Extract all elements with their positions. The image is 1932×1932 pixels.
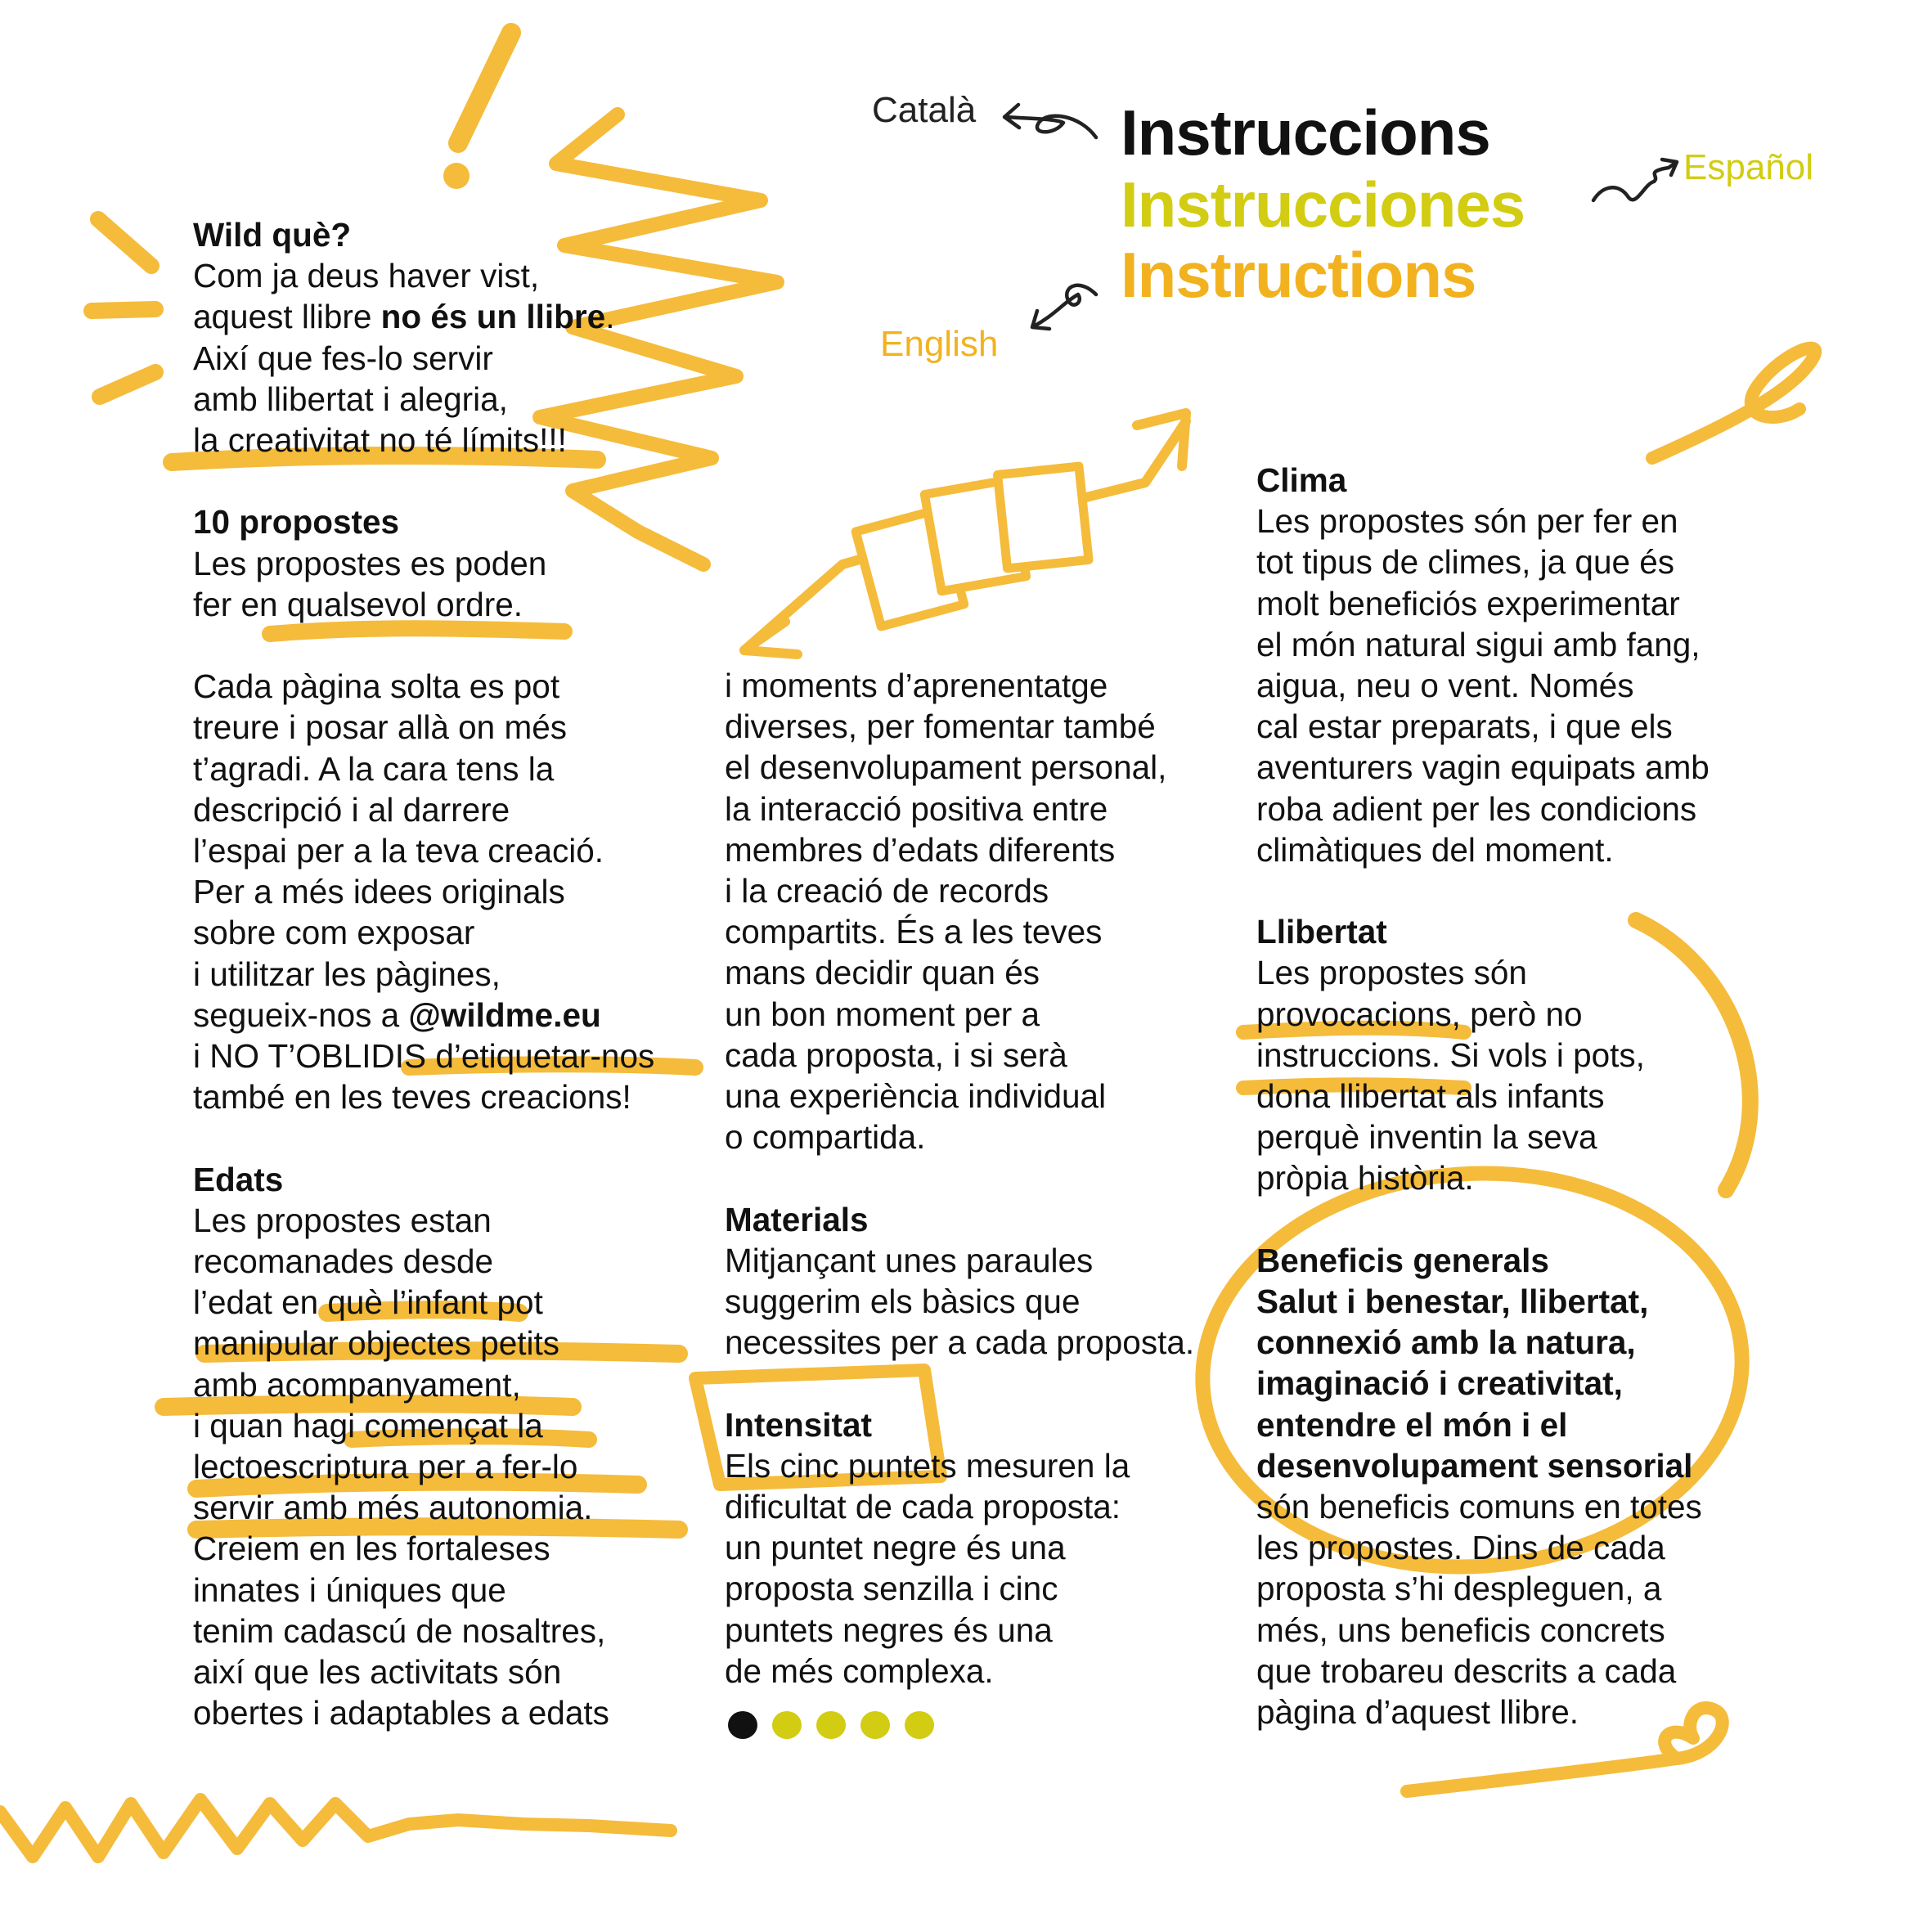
arrow-head-up bbox=[1137, 413, 1186, 466]
body-line: pàgina d’aquest llibre. bbox=[1256, 1693, 1579, 1732]
burst-line-3 bbox=[100, 372, 155, 397]
bold-line: connexió amb la natura, bbox=[1256, 1323, 1636, 1362]
intensity-dots bbox=[728, 1711, 934, 1739]
body-line: i utilitzar les pàgines, bbox=[193, 955, 501, 993]
body-line: servir amb més autonomia. bbox=[193, 1489, 593, 1527]
body-line: també en les teves creacions! bbox=[193, 1078, 631, 1117]
loop-doodle bbox=[1652, 348, 1815, 458]
section-materials bbox=[725, 1199, 1194, 1364]
body-line: segueix-nos a bbox=[193, 995, 409, 1034]
body-line: Creiem en les fortaleses bbox=[193, 1530, 550, 1568]
body-line: Com ja deus haver vist, bbox=[193, 257, 540, 295]
body-line: i moments d’aprenentatge bbox=[725, 667, 1108, 704]
body-line: Les propostes estan bbox=[193, 1201, 492, 1239]
section-heading: Clima bbox=[1256, 461, 1347, 499]
body-line: suggerim els bàsics que bbox=[725, 1283, 1081, 1321]
body-line: cada proposta, i si serà bbox=[725, 1036, 1067, 1074]
section-clima bbox=[1256, 460, 1710, 870]
body-line: manipular objectes petits bbox=[193, 1324, 559, 1363]
intensity-dot-empty bbox=[816, 1711, 846, 1739]
body-line: Els cinc puntets mesuren la bbox=[725, 1446, 1130, 1485]
body-line: Les propostes es poden bbox=[193, 544, 547, 582]
body-line: Per a més idees originals bbox=[193, 873, 565, 911]
body-line: puntets negres és una bbox=[725, 1611, 1053, 1649]
body-line: i quan hagi començat la bbox=[193, 1406, 543, 1445]
section-heading: Edats bbox=[193, 1160, 284, 1198]
title-english: Instructions bbox=[1121, 239, 1476, 311]
body-line: cal estar preparats, i que els bbox=[1256, 708, 1673, 746]
body-line: sobre com exposar bbox=[193, 914, 475, 952]
arrow-left-icon bbox=[1004, 105, 1096, 137]
column-middle bbox=[725, 665, 1194, 1692]
arrow-left-icon bbox=[1032, 285, 1096, 329]
section-heading: Materials bbox=[725, 1200, 869, 1238]
body-line: perquè inventin la seva bbox=[1256, 1118, 1597, 1157]
section-llibertat bbox=[1256, 911, 1710, 1198]
body-line: un bon moment per a bbox=[725, 995, 1040, 1033]
body-line: diverses, per fomentar també bbox=[725, 708, 1156, 746]
body-line: provocacions, però no bbox=[1256, 995, 1583, 1033]
section-wild bbox=[193, 214, 654, 461]
body-line: descripció i al darrere bbox=[193, 790, 510, 829]
body-line: climàtiques del moment. bbox=[1256, 830, 1614, 869]
body-line: obertes i adaptables a edats bbox=[193, 1694, 609, 1732]
section-heading: Beneficis generals bbox=[1256, 1241, 1549, 1279]
body-line: aigua, neu o vent. Només bbox=[1256, 667, 1634, 705]
bold-line: imaginació i creativitat, bbox=[1256, 1364, 1623, 1403]
body-line: un puntet negre és una bbox=[725, 1529, 1066, 1567]
body-line: innates i úniques que bbox=[193, 1570, 506, 1609]
body-line: Mitjançant unes paraules bbox=[725, 1241, 1094, 1279]
burst-line-1 bbox=[98, 219, 151, 266]
body-line: la interacció positiva entre bbox=[725, 789, 1108, 828]
body-line: les propostes. Dins de cada bbox=[1256, 1529, 1665, 1567]
body-line: una experiència individual bbox=[725, 1077, 1107, 1116]
page-doodle bbox=[856, 510, 964, 627]
column-right bbox=[1256, 460, 1710, 1732]
body-line: l’espai per a la teva creació. bbox=[193, 832, 604, 870]
body-line: tenim cadascú de nosaltres, bbox=[193, 1611, 606, 1650]
body-line: amb llibertat i alegria, bbox=[193, 380, 508, 418]
body-line: proposta senzilla i cinc bbox=[725, 1570, 1058, 1608]
body-line: lectoescriptura per a fer-lo bbox=[193, 1448, 578, 1486]
body-line: compartits. És a les teves bbox=[725, 913, 1103, 951]
bold-line: entendre el món i el bbox=[1256, 1405, 1568, 1444]
exclamation-dot-doodle bbox=[443, 163, 470, 189]
body-line: membres d’edats diferents bbox=[725, 830, 1116, 869]
body-line: o compartida. bbox=[725, 1118, 926, 1157]
body-line: més, uns beneficis concrets bbox=[1256, 1611, 1665, 1649]
body-line: pròpia història. bbox=[1256, 1159, 1474, 1197]
body-line: necessites per a cada proposta. bbox=[725, 1323, 1195, 1362]
page-doodle bbox=[924, 479, 1026, 591]
section-beneficis bbox=[1256, 1240, 1710, 1732]
section-heading: Wild què? bbox=[193, 216, 352, 254]
body-line: Cada pàgina solta es pot bbox=[193, 667, 560, 706]
language-label-spanish: Español bbox=[1683, 147, 1814, 187]
body-line: dificultat de cada proposta: bbox=[725, 1488, 1121, 1526]
body-line: . bbox=[605, 298, 615, 336]
body-line: tot tipus de climes, ja que és bbox=[1256, 543, 1675, 582]
language-label-catalan: Català bbox=[872, 90, 977, 130]
title-catalan: Instruccions bbox=[1121, 97, 1490, 168]
arrow-right-icon bbox=[1593, 160, 1677, 200]
body-line: Les propostes són bbox=[1256, 954, 1527, 992]
bold-line: Salut i benestar, llibertat, bbox=[1256, 1283, 1649, 1321]
body-line: i la creació de records bbox=[725, 872, 1049, 910]
intensity-dot-empty bbox=[860, 1711, 890, 1739]
body-line: t’agradi. A la cara tens la bbox=[193, 749, 555, 788]
body-line: que trobareu descrits a cada bbox=[1256, 1651, 1677, 1690]
body-line: són beneficis comuns en totes bbox=[1256, 1488, 1702, 1526]
body-line: el món natural sigui amb fang, bbox=[1256, 625, 1701, 663]
body-line: molt beneficiós experimentar bbox=[1256, 584, 1680, 622]
bold-text: no és un llibre bbox=[380, 298, 606, 336]
pages-arrow-doodle bbox=[744, 421, 1186, 650]
body-line: amb acompanyament, bbox=[193, 1365, 521, 1404]
body-line: fer en qualsevol ordre. bbox=[193, 585, 523, 623]
body-line: aquest llibre bbox=[193, 298, 381, 336]
title-spanish: Instrucciones bbox=[1121, 168, 1525, 240]
body-line: l’edat en què l’infant pot bbox=[193, 1283, 543, 1322]
section-edats-continued bbox=[725, 665, 1194, 1157]
body-line: així que les activitats són bbox=[193, 1653, 562, 1692]
body-line: Així que fes-lo servir bbox=[193, 339, 493, 377]
burst-line-2 bbox=[92, 309, 155, 311]
section-intensitat bbox=[725, 1404, 1194, 1692]
section-propostes bbox=[193, 501, 654, 625]
body-line: de més complexa. bbox=[725, 1651, 994, 1690]
body-line: treure i posar allà on més bbox=[193, 708, 567, 747]
social-handle: @wildme.eu bbox=[408, 995, 601, 1034]
section-heading: 10 propostes bbox=[193, 503, 400, 541]
body-line: proposta s’hi despleguen, a bbox=[1256, 1570, 1662, 1608]
body-line: i NO T’OBLIDIS d’etiquetar-nos bbox=[193, 1037, 655, 1076]
section-pages bbox=[193, 666, 654, 1117]
body-line: roba adient per les condicions bbox=[1256, 789, 1697, 828]
intensity-dot-empty bbox=[905, 1711, 934, 1739]
body-line: dona llibertat als infants bbox=[1256, 1077, 1605, 1116]
body-line: instruccions. Si vols i pots, bbox=[1256, 1036, 1645, 1074]
language-label-english: English bbox=[880, 324, 999, 364]
body-line: recomanades desde bbox=[193, 1242, 493, 1281]
body-line: Les propostes són per fer en bbox=[1256, 502, 1678, 541]
exclamation-doodle bbox=[458, 33, 511, 143]
intensity-dot-empty bbox=[772, 1711, 802, 1739]
body-line: mans decidir quan és bbox=[725, 954, 1040, 992]
wave-doodle bbox=[0, 1799, 671, 1857]
section-heading: Llibertat bbox=[1256, 913, 1387, 951]
body-line: el desenvolupament personal, bbox=[725, 748, 1167, 787]
section-edats bbox=[193, 1159, 654, 1734]
body-line: la creativitat no té límits!!! bbox=[193, 421, 567, 460]
intensity-dot-filled bbox=[728, 1711, 757, 1739]
arrow-head-left bbox=[744, 622, 798, 654]
section-heading: Intensitat bbox=[725, 1405, 873, 1444]
body-line: aventurers vagin equipats amb bbox=[1256, 748, 1710, 787]
column-left bbox=[193, 214, 654, 1733]
page-doodle bbox=[998, 466, 1089, 568]
bold-line: desenvolupament sensorial bbox=[1256, 1446, 1693, 1485]
